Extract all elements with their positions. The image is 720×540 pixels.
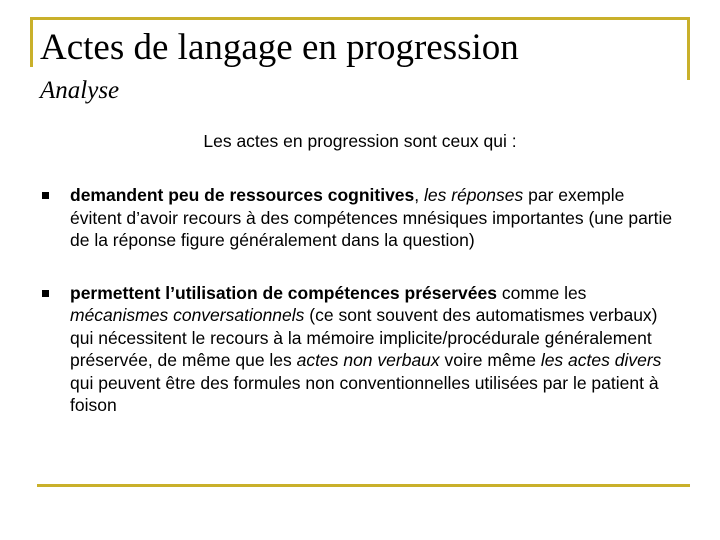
bullet-segment: les réponses [424,185,524,205]
square-bullet-icon [42,290,49,297]
slide-title: Actes de langage en progression [40,27,519,68]
intro-text: Les actes en progression sont ceux qui : [203,131,517,151]
bullet-segment: demandent peu de ressources cognitives [70,185,415,205]
bullet-segment: (ce sont souvent des automatismes verbaux) qui nécessitent le recours à la mémoire implicite/procédurale généralement préservée, de même que les [70,305,658,370]
bullet-text [70,185,672,250]
frame-left-rule [30,17,33,67]
bullet-segment: comme les [496,282,587,303]
bullet-segment: par exemple évitent d’avoir recours à des compétences mnésiques importantes (une partie de la réponse figure généralement dans la question) [70,185,673,250]
bullet-item [40,184,680,252]
bullet-segment: qui peuvent être des formules non conventionnelles utilisées par le patient à foison [70,372,659,415]
bullet-text [70,283,661,416]
bullet-segment: voire même [439,350,541,370]
square-bullet-icon [42,192,49,199]
bullet-list [40,184,680,417]
frame-right-rule [687,17,690,80]
bullet-segment: mécanismes conversationnels [70,305,305,325]
frame-bottom-rule [37,484,690,487]
slide-subtitle: Analyse [40,77,120,104]
bullet-segment: permettent l’utilisation de compétences préservées [70,282,497,303]
bullet-segment: , [414,185,425,205]
bullet-segment: actes non verbaux [296,350,440,370]
frame-top-rule [30,17,690,20]
bullet-item [40,282,680,417]
bullet-segment: les actes divers [540,350,662,370]
